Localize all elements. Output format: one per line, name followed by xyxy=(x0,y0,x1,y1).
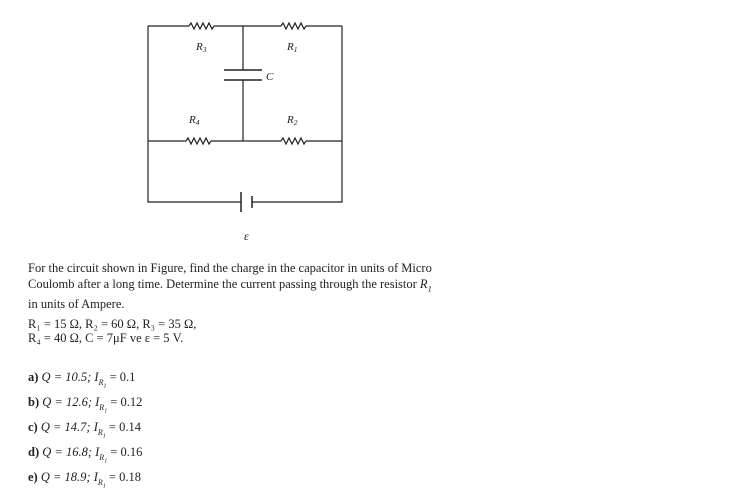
question-text xyxy=(28,261,468,312)
resistor-r2 xyxy=(281,138,306,144)
option-c[interactable]: c) Q = 14.7; $I_{R_1} = 0.14$ xyxy=(28,420,141,440)
label-r2: R2 xyxy=(287,114,298,127)
resistor-r3 xyxy=(189,23,214,29)
wire-right-lower xyxy=(252,141,342,202)
label-r1: R1 xyxy=(287,41,298,54)
answer-options xyxy=(28,370,328,495)
given-values xyxy=(28,317,468,345)
question-body: For the circuit shown in Figure, find the charge in the capacitor in units of Micro Coulomb after a long time. Determine the current passing through the resistor xyxy=(28,261,432,291)
values-line-1: R₁ = 15 Ω, R₂ = 60 Ω, R₃ = 35 Ω, xyxy=(28,317,197,331)
resistor-r1 xyxy=(281,23,306,29)
label-r4: R4 xyxy=(189,114,200,127)
label-emf: ε xyxy=(244,229,249,243)
label-r3: R3 xyxy=(196,41,207,54)
option-b[interactable]: b) Q = 12.6; $I_{R_1} = 0.12$ xyxy=(28,395,143,415)
option-e[interactable]: e) Q = 18.9; $I_{R_1} = 0.18$ xyxy=(28,470,141,490)
option-a[interactable]: a) Q = 10.5; $I_{R_1} = 0.1$ xyxy=(28,370,136,390)
question-end: in units of Ampere. xyxy=(28,296,125,311)
resistor-r4 xyxy=(186,138,211,144)
option-d[interactable]: d) Q = 16.8; $I_{R_1} = 0.16$ xyxy=(28,445,143,465)
wire-left-lower xyxy=(148,141,241,202)
label-c: C xyxy=(266,71,274,83)
question-resistor: $R_1$ xyxy=(419,276,432,293)
values-line-2: R₄ = 40 Ω, C = 7μF ve ε = 5 V. xyxy=(28,331,184,345)
